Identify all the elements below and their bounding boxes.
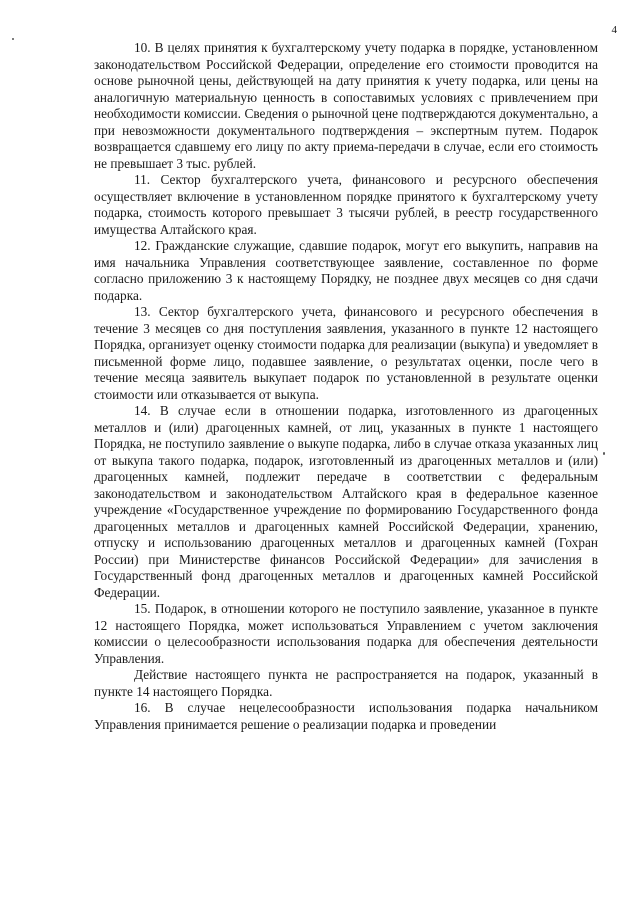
document-body <box>94 40 598 733</box>
paragraph-11: 11. Сектор бухгалтерского учета, финансового и ресурсного обеспечения осуществляет включение в установленном порядке принятого к бухгалтерскому учету подарка, стоимость которого превышает 3 тысячи рублей, в реестр государственного имущества Алтайского края. <box>94 172 598 237</box>
scan-speck <box>12 38 14 40</box>
paragraph-15-note: Действие настоящего пункта не распространяется на подарок, указанный в пункте 14 настоящего Порядка. <box>94 667 598 699</box>
paragraph-15: 15. Подарок, в отношении которого не поступило заявление, указанное в пункте 12 настоящего Порядка, может использоваться Управлением с учетом заключения комиссии о целесообразности использования подарка для обеспечения деятельности Управления. <box>94 601 598 666</box>
paragraph-16: 16. В случае нецелесообразности использования подарка начальником Управления принимается решение о реализации подарка и проведении <box>94 700 598 732</box>
paragraph-10: 10. В целях принятия к бухгалтерскому учету подарка в порядке, установленном законодательством Российской Федерации, определение его стоимости проводится на основе рыночной цены, действующей на дату принятия к учету подарка, или цены на аналогичную материальную ценность в сопоставимых условиях с привлечением при необходимости комиссии. Сведения о рыночной цене подтверждаются документально, а при невозможности документального подтверждения – экспертным путем. Подарок возвращается сдавшему его лицу по акту приема-передачи в случае, если его стоимость не превышает 3 тыс. рублей. <box>94 40 598 171</box>
scan-speck <box>603 452 605 455</box>
page-number: 4 <box>611 24 617 36</box>
paragraph-14: 14. В случае если в отношении подарка, изготовленного из драгоценных металлов и (или) драгоценных камней, от лиц, указанных в пункте 1 настоящего Порядка, не поступило заявление о выкупе подарка, либо в случае отказа указанных лиц от выкупа такого подарка, подарок, изготовленный из драгоценных металлов и (или) драгоценных камней, подлежит передаче в соответствии с федеральным законодательством и законодательством Алтайского края в федеральное казенное учреждение «Государственное учреждение по формированию Государственного фонда драгоценных металлов и драгоценных камней Российской Федерации, хранению, отпуску и использованию драгоценных металлов и драгоценных камней (Гохран России) при Министерстве финансов Российской Федерации» для зачисления в Государственный фонд драгоценных металлов и драгоценных камней Российской Федерации. <box>94 403 598 600</box>
paragraph-13: 13. Сектор бухгалтерского учета, финансового и ресурсного обеспечения в течение 3 месяцев со дня поступления заявления, указанного в пункте 12 настоящего Порядка, организует оценку стоимости подарка для реализации (выкупа) и уведомляет в письменной форме лицо, подавшее заявление, о результатах оценки, после чего в течение месяца заявитель выкупает подарок по установленной в результате оценки стоимости или отказывается от выкупа. <box>94 304 598 402</box>
paragraph-12: 12. Гражданские служащие, сдавшие подарок, могут его выкупить, направив на имя начальника Управления соответствующее заявление, составленное по форме согласно приложению 3 к настоящему Порядку, не позднее двух месяцев со дня сдачи подарка. <box>94 238 598 303</box>
